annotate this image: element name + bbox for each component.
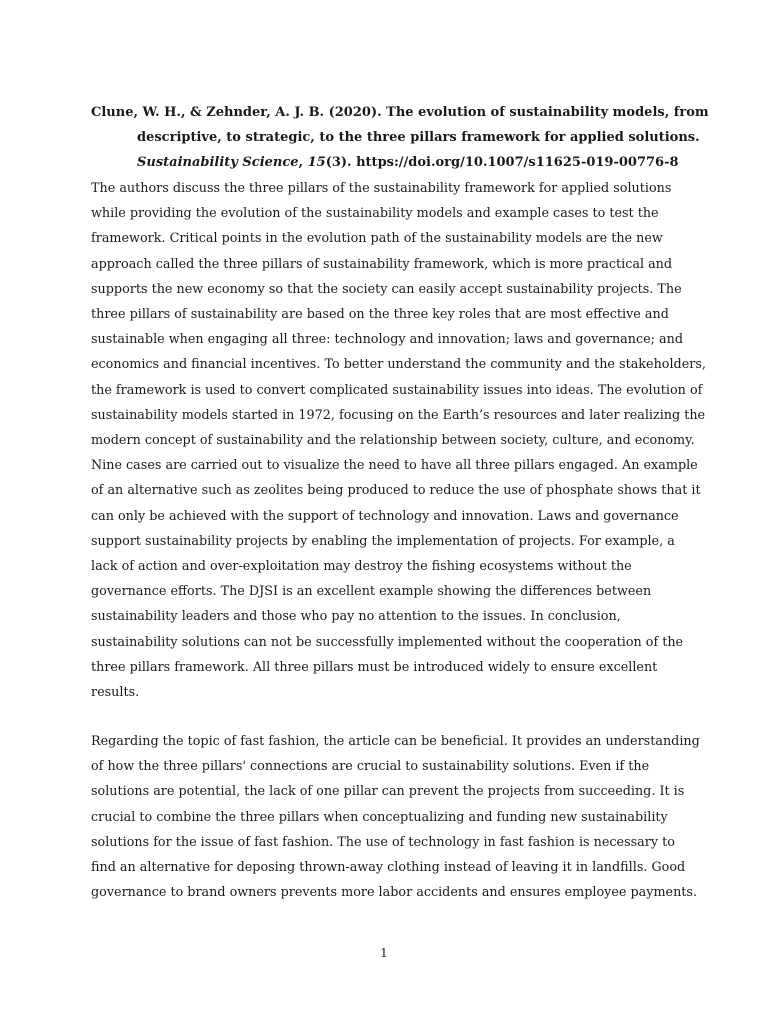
text-line: solutions for the issue of fast fashion. The use of technology in fast fashion is necessary to xyxy=(91,834,675,850)
journal-name: Sustainability Science xyxy=(137,155,299,170)
text-line: economics and financial incentives. To better understand the community and the stakeholders, xyxy=(91,357,706,373)
text-line: find an alternative for deposing thrown-away clothing instead of leaving it in landfills. Good xyxy=(91,860,686,876)
text-line: sustainability leaders and those who pay no attention to the issues. In conclusion, xyxy=(91,609,621,625)
citation-line-3 xyxy=(91,150,691,175)
text-line: results. xyxy=(91,685,140,701)
text-line: supports the new economy so that the society can easily accept sustainability projects. The xyxy=(91,281,682,297)
text-line: modern concept of sustainability and the relationship between society, culture, and economy. xyxy=(91,433,695,449)
text-line: The authors discuss the three pillars of the sustainability framework for applied solutions xyxy=(91,181,672,196)
issue-and-doi: (3). https://doi.org/10.1007/s11625-019-00776-8 xyxy=(325,155,679,170)
text-line: three pillars framework. All three pillars must be introduced widely to ensure excellent xyxy=(91,659,658,675)
text-line: governance to brand owners prevents more labor accidents and ensures employee payments. xyxy=(91,885,698,901)
text-line: solutions are potential, the lack of one pillar can prevent the projects from succeeding. It is xyxy=(91,784,685,800)
text-line: Nine cases are carried out to visualize the need to have all three pillars engaged. An example xyxy=(91,458,698,474)
text-line: the framework is used to convert complicated sustainability issues into ideas. The evolution of xyxy=(91,382,703,398)
text-line: while providing the evolution of the sustainability models and example cases to test the xyxy=(91,206,659,222)
text-line: can only be achieved with the support of technology and innovation. Laws and governance xyxy=(91,508,679,524)
text-line: governance efforts. The DJSI is an excellent example showing the differences between xyxy=(91,584,652,600)
text-line: Regarding the topic of fast fashion, the article can be beneficial. It provides an understanding xyxy=(91,734,700,749)
text-line: approach called the three pillars of sustainability framework, which is more practical and xyxy=(91,256,673,272)
relevance-paragraph xyxy=(91,729,700,905)
journal-volume: 15 xyxy=(307,155,326,170)
journal-comma: , xyxy=(298,155,308,170)
page-number: 1 xyxy=(380,946,388,960)
text-line: lack of action and over-exploitation may destroy the fishing ecosystems without the xyxy=(91,559,632,575)
text-line: sustainable when engaging all three: technology and innovation; laws and governance; and xyxy=(91,332,684,348)
summary-paragraph xyxy=(91,176,706,705)
text-line: crucial to combine the three pillars when conceptualizing and funding new sustainability xyxy=(91,809,668,825)
text-line: sustainability models started in 1972, focusing on the Earth’s resources and later realizing the xyxy=(91,407,706,423)
text-line: three pillars of sustainability are based on the three key roles that are most effective and xyxy=(91,307,669,323)
text-line: sustainability solutions can not be successfully implemented without the cooperation of the xyxy=(91,634,684,650)
citation-line-1: Clune, W. H., & Zehnder, A. J. B. (2020). The evolution of sustainability models, from xyxy=(91,105,709,120)
text-line: of an alternative such as zeolites being produced to reduce the use of phosphate shows that it xyxy=(91,483,701,499)
text-line: of how the three pillars' connections are crucial to sustainability solutions. Even if the xyxy=(91,759,650,775)
citation-line-2: descriptive, to strategic, to the three pillars framework for applied solutions. xyxy=(137,130,700,145)
text-line: support sustainability projects by enabling the implementation of projects. For example, a xyxy=(91,533,675,549)
text-line: framework. Critical points in the evolution path of the sustainability models are the new xyxy=(91,231,663,247)
reference-citation xyxy=(91,100,709,175)
